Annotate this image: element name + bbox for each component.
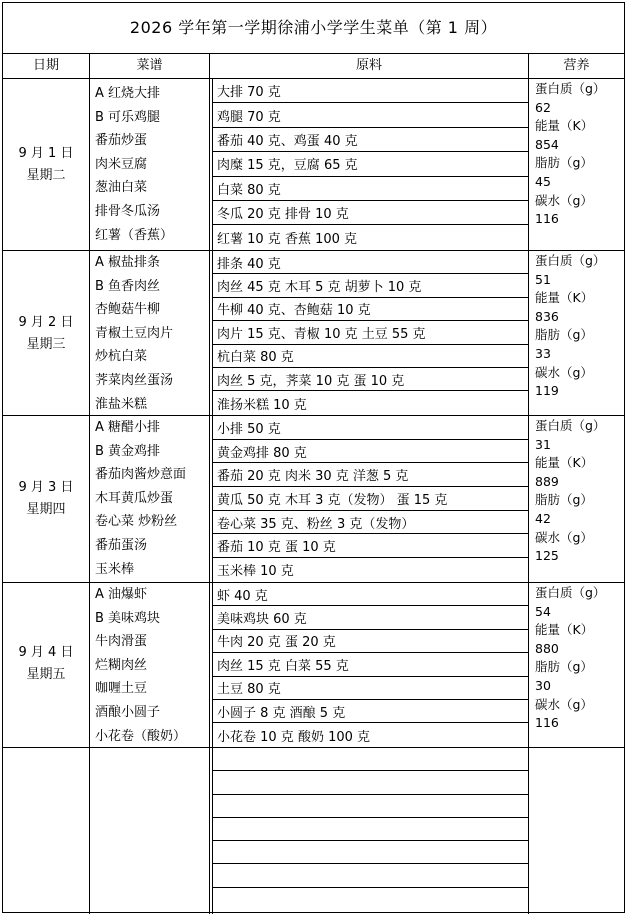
dish-item: 卷心菜 炒粉丝 bbox=[95, 514, 178, 530]
empty-cell bbox=[212, 864, 529, 887]
ingredient-list bbox=[212, 79, 529, 250]
dish-item: A 红烧大排 bbox=[95, 86, 161, 101]
protein-value: 62 bbox=[535, 99, 551, 115]
dish-item: A 椒盐排条 bbox=[95, 255, 161, 270]
date-cell bbox=[3, 477, 89, 521]
dish-list bbox=[95, 584, 211, 749]
nutrition-cell bbox=[535, 417, 625, 566]
ingredient-item: 肉丝 5 克，荠菜 10 克 蛋 10 克 bbox=[212, 368, 529, 391]
dish-item: B 可乐鸡腿 bbox=[95, 109, 161, 125]
dish-item: B 黄金鸡排 bbox=[95, 443, 161, 459]
ingredient-item: 大排 70 克 bbox=[212, 79, 529, 103]
ingredient-item: 玉米棒 10 克 bbox=[217, 564, 294, 580]
protein-value: 31 bbox=[535, 436, 551, 452]
carb-label: 碳水（g） bbox=[535, 529, 593, 545]
dish-item: 炒杭白菜 bbox=[95, 349, 148, 365]
protein-label: 蛋白质（g） bbox=[535, 253, 606, 268]
fat-value: 33 bbox=[535, 345, 551, 361]
weekday-text: 星期二 bbox=[26, 168, 66, 183]
empty-cell bbox=[212, 748, 529, 771]
weekday-text: 星期五 bbox=[26, 667, 66, 682]
date-text: 9 月 1 日 bbox=[18, 146, 74, 161]
weekday-text: 星期三 bbox=[26, 337, 66, 352]
dish-item: 番茄炒蛋 bbox=[95, 133, 148, 149]
fat-label: 脂肪（g） bbox=[535, 155, 593, 171]
fat-value: 45 bbox=[535, 173, 551, 189]
dish-item: 葱油白菜 bbox=[95, 180, 148, 196]
energy-label: 能量（K） bbox=[535, 290, 594, 306]
date-cell bbox=[3, 642, 89, 686]
dish-item: B 美味鸡块 bbox=[95, 610, 161, 626]
ingredient-item: 虾 40 克 bbox=[212, 583, 529, 606]
energy-label: 能量（K） bbox=[535, 622, 594, 638]
dish-item: 酒酿小圆子 bbox=[95, 704, 161, 720]
ingredient-item: 小花卷 10 克 酸奶 100 克 bbox=[217, 729, 371, 745]
ingredient-item: 番茄 40 克、鸡蛋 40 克 bbox=[212, 128, 529, 152]
empty-cell bbox=[212, 771, 529, 794]
ingredient-list bbox=[212, 251, 529, 415]
empty-cell bbox=[212, 841, 529, 864]
dish-item: 番茄肉酱炒意面 bbox=[95, 467, 187, 483]
ingredient-item: 土豆 80 克 bbox=[212, 677, 529, 700]
ingredient-item: 白菜 80 克 bbox=[212, 177, 529, 201]
dish-item: 青椒土豆肉片 bbox=[95, 325, 174, 341]
header-ingredients: 原料 bbox=[355, 58, 382, 73]
protein-label: 蛋白质（g） bbox=[535, 585, 606, 600]
ingredient-item: 小圆子 8 克 酒酿 5 克 bbox=[212, 700, 529, 723]
ingredient-item: 黄瓜 50 克 木耳 3 克（发物） 蛋 15 克 bbox=[212, 487, 529, 511]
ingredient-item: 肉片 15 克、青椒 10 克 土豆 55 克 bbox=[212, 321, 529, 344]
nutrition-cell bbox=[535, 584, 625, 733]
dish-item: 番茄蛋汤 bbox=[95, 537, 148, 553]
energy-label: 能量（K） bbox=[535, 455, 594, 471]
dish-list bbox=[95, 417, 211, 582]
empty-ingredient-list bbox=[212, 748, 529, 888]
energy-value: 836 bbox=[535, 308, 559, 324]
fat-label: 脂肪（g） bbox=[535, 659, 593, 675]
protein-label: 蛋白质（g） bbox=[535, 81, 606, 96]
date-cell bbox=[3, 143, 89, 187]
dish-item: 荠菜肉丝蛋汤 bbox=[95, 372, 174, 388]
dish-item: 淮盐米糕 bbox=[95, 396, 148, 412]
carb-value: 119 bbox=[535, 383, 559, 399]
dish-item: 牛肉滑蛋 bbox=[95, 634, 148, 650]
ingredient-item: 冬瓜 20 克 排骨 10 克 bbox=[212, 201, 529, 225]
page-title: 2026 学年第一学期徐浦小学学生菜单（第 1 周） bbox=[129, 18, 498, 37]
carb-label: 碳水（g） bbox=[535, 192, 593, 208]
ingredient-item: 番茄 10 克 蛋 10 克 bbox=[212, 534, 529, 558]
fat-value: 42 bbox=[535, 510, 551, 526]
date-text: 9 月 2 日 bbox=[18, 315, 74, 330]
header-date: 日期 bbox=[32, 58, 59, 73]
dish-item: 木耳黄瓜炒蛋 bbox=[95, 490, 174, 506]
ingredient-item: 淮扬米糕 10 克 bbox=[217, 397, 307, 413]
ingredient-item: 排条 40 克 bbox=[212, 251, 529, 274]
dish-item: A 油爆虾 bbox=[95, 587, 148, 602]
ingredient-item: 牛柳 40 克、杏鲍菇 10 克 bbox=[212, 298, 529, 321]
protein-label: 蛋白质（g） bbox=[535, 418, 606, 433]
menu-table bbox=[2, 2, 625, 913]
header-menu: 菜谱 bbox=[136, 58, 163, 73]
ingredient-list bbox=[212, 583, 529, 747]
ingredient-item: 红薯 10 克 香蕉 100 克 bbox=[217, 232, 358, 248]
ingredient-item: 杭白菜 80 克 bbox=[212, 345, 529, 368]
ingredient-item: 小排 50 克 bbox=[212, 416, 529, 440]
energy-value: 889 bbox=[535, 473, 559, 489]
dish-item: 小花卷（酸奶） bbox=[95, 728, 187, 744]
date-text: 9 月 3 日 bbox=[18, 480, 74, 495]
empty-cell bbox=[212, 795, 529, 818]
header-nutrition: 营养 bbox=[563, 58, 590, 73]
nutrition-cell bbox=[535, 252, 625, 401]
divider bbox=[89, 53, 90, 914]
ingredient-item: 肉丝 45 克 木耳 5 克 胡萝卜 10 克 bbox=[212, 274, 529, 297]
energy-label: 能量（K） bbox=[535, 118, 594, 134]
date-text: 9 月 4 日 bbox=[18, 645, 74, 660]
carb-value: 116 bbox=[535, 211, 559, 227]
ingredient-list bbox=[212, 416, 529, 582]
dish-item: 肉米豆腐 bbox=[95, 156, 148, 172]
weekday-text: 星期四 bbox=[26, 502, 66, 517]
carb-value: 125 bbox=[535, 548, 559, 564]
ingredient-item: 鸡腿 70 克 bbox=[212, 103, 529, 127]
fat-label: 脂肪（g） bbox=[535, 327, 593, 343]
fat-label: 脂肪（g） bbox=[535, 492, 593, 508]
energy-value: 854 bbox=[535, 136, 559, 152]
ingredient-item: 肉糜 15 克，豆腐 65 克 bbox=[212, 152, 529, 176]
ingredient-item: 卷心菜 35 克、粉丝 3 克（发物） bbox=[212, 511, 529, 535]
dish-item: 咖喱土豆 bbox=[95, 681, 148, 697]
ingredient-item: 美味鸡块 60 克 bbox=[212, 606, 529, 629]
energy-value: 880 bbox=[535, 640, 559, 656]
carb-label: 碳水（g） bbox=[535, 696, 593, 712]
dish-list bbox=[95, 252, 211, 417]
fat-value: 30 bbox=[535, 677, 551, 693]
ingredient-item: 番茄 20 克 肉米 30 克 洋葱 5 克 bbox=[212, 463, 529, 487]
carb-label: 碳水（g） bbox=[535, 364, 593, 380]
dish-item: 烂糊肉丝 bbox=[95, 657, 148, 673]
dish-item: 玉米棒 bbox=[95, 561, 135, 577]
dish-item: B 鱼香肉丝 bbox=[95, 278, 161, 294]
empty-cell bbox=[212, 818, 529, 841]
dish-item: 红薯（香蕉） bbox=[95, 227, 174, 243]
dish-item: 排骨冬瓜汤 bbox=[95, 203, 161, 219]
protein-value: 54 bbox=[535, 603, 551, 619]
carb-value: 116 bbox=[535, 715, 559, 731]
protein-value: 51 bbox=[535, 271, 551, 287]
nutrition-cell bbox=[535, 80, 625, 229]
dish-item: 杏鲍菇牛柳 bbox=[95, 302, 161, 318]
ingredient-item: 牛肉 20 克 蛋 20 克 bbox=[212, 630, 529, 653]
date-cell bbox=[3, 312, 89, 356]
ingredient-item: 黄金鸡排 80 克 bbox=[212, 440, 529, 464]
ingredient-item: 肉丝 15 克 白菜 55 克 bbox=[212, 653, 529, 676]
dish-item: A 糖醋小排 bbox=[95, 420, 161, 435]
dish-list bbox=[95, 83, 211, 248]
